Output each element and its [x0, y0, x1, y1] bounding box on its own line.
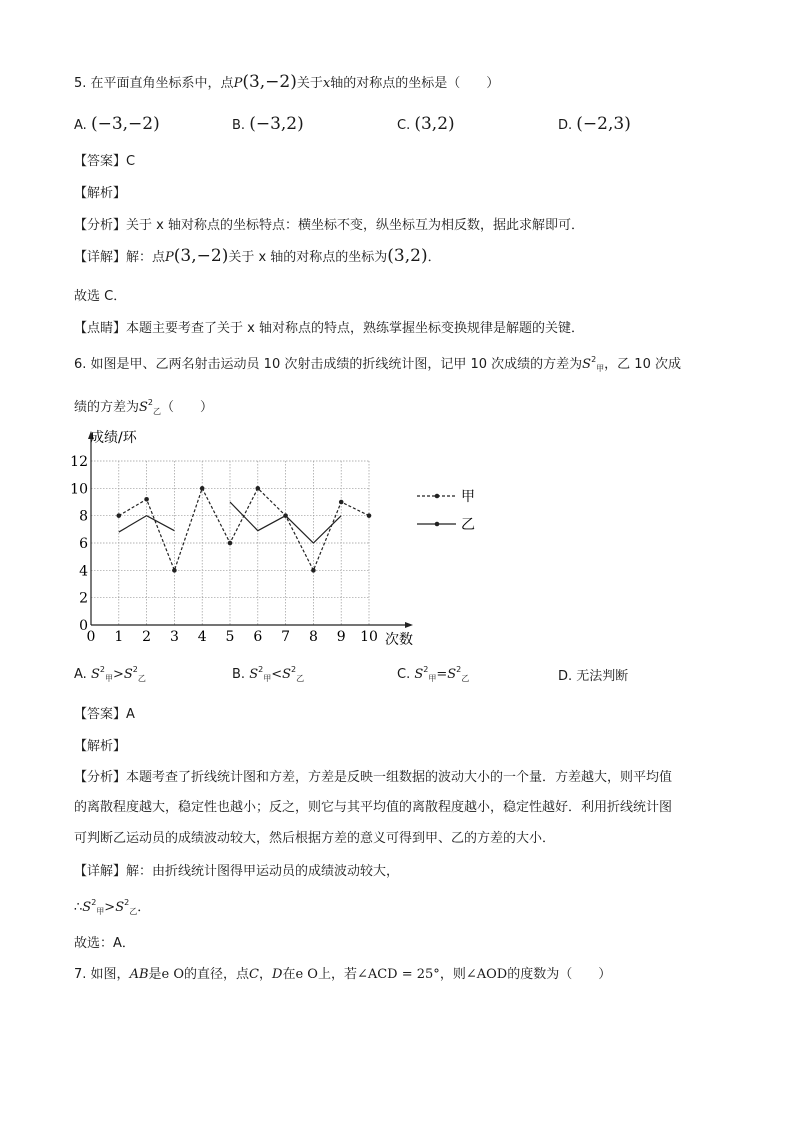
legend-marker-jia — [435, 494, 440, 499]
x-tick-label: 9 — [336, 629, 346, 645]
y-tick-label: 2 — [79, 590, 88, 607]
q6-stem-line1: 6. 如图是甲、乙两名射击运动员 10 次射击成绩的折线统计图，记甲 10 次成绩的方差为$S^2_甲$，乙 10 次成 — [74, 355, 681, 373]
q6-option-c: C. $S^2_甲=S^2_乙$ — [397, 665, 470, 683]
chart-series — [117, 486, 372, 573]
q5-analysis-tag: 【解析】 — [74, 186, 127, 201]
q5-xiangjie: 【详解】解：点P(3,−2)关于 x 轴的对称点的坐标为(3,2)． — [74, 246, 441, 266]
chart-xlabel: 次数 — [385, 632, 413, 648]
q6-option-a: A. $S^2_甲>S^2_乙$ — [74, 665, 146, 683]
q6-fenxi-line1: 【分析】本题考查了折线统计图和方差，方差是反映一组数据的波动大小的一个量．方差越大，则平均值 — [74, 770, 673, 785]
data-point-jia — [200, 486, 205, 491]
data-point-jia — [228, 541, 233, 546]
data-point-jia — [117, 513, 122, 518]
x-tick-label: 10 — [360, 629, 378, 645]
q5-stem: 5. 在平面直角坐标系中，点P(3,−2)关于x轴的对称点的坐标是（ ） — [74, 72, 500, 92]
x-tick-label: 3 — [169, 629, 179, 645]
x-tick-label: 1 — [114, 629, 124, 645]
q5-dianjing: 【点睛】本题主要考查了关于 x 轴对称点的特点，熟练掌握坐标变换规律是解题的关键． — [74, 321, 584, 336]
q5-option-d: D. (−2,3) — [558, 114, 631, 134]
series-line-jia — [119, 488, 369, 570]
x-tick-label: 6 — [253, 629, 263, 645]
q6-therefore: $\therefore S^2_甲>S^2_乙$． — [74, 898, 151, 916]
x-tick-label: 7 — [281, 629, 291, 645]
y-tick-label: 10 — [70, 481, 88, 498]
x-tick-label: 5 — [225, 629, 235, 645]
x-axis-arrow — [405, 622, 413, 628]
q6-stem-line2: 绩的方差为$S^2_乙$（ ） — [74, 398, 214, 416]
chart-ticks — [70, 454, 378, 645]
q6-option-d: D. 无法判断 — [558, 669, 629, 684]
y-tick-label: 4 — [79, 563, 88, 580]
y-tick-label: 12 — [70, 454, 88, 470]
q5-fenxi: 【分析】关于 x 轴对称点的坐标特点：横坐标不变，纵坐标互为相反数，据此求解即可． — [74, 218, 584, 233]
q5-conclusion: 故选 C． — [74, 289, 127, 304]
y-tick-label: 8 — [79, 508, 88, 525]
q5-option-b: B. (−3,2) — [232, 114, 304, 134]
x-tick-label: 2 — [142, 629, 152, 645]
data-point-jia — [339, 500, 344, 505]
x-tick-label: 8 — [308, 629, 318, 645]
data-point-jia — [256, 486, 261, 491]
q6-conclusion: 故选：A． — [74, 936, 135, 951]
legend-marker-yi — [435, 522, 440, 527]
legend-label-jia: 甲 — [461, 489, 475, 505]
data-point-jia — [144, 497, 149, 502]
legend-label-yi: 乙 — [461, 517, 475, 533]
q6-analysis-tag: 【解析】 — [74, 739, 127, 754]
chart-axes — [88, 431, 413, 628]
data-point-jia — [367, 513, 372, 518]
chart-ylabel: 成绩/环 — [90, 430, 137, 446]
line-chart — [70, 424, 494, 654]
q5-answer: 【答案】C — [74, 154, 136, 169]
x-tick-label: 4 — [197, 629, 207, 645]
q6-xiangjie: 【详解】解：由折线统计图得甲运动员的成绩波动较大， — [74, 864, 400, 879]
q6-fenxi-line2: 的离散程度越大，稳定性也越小；反之，则它与其平均值的离散程度越小，稳定性越好．利用折线统计图 — [74, 800, 673, 815]
x-tick-label: 0 — [86, 629, 96, 645]
data-point-jia — [311, 568, 316, 573]
q5-option-c: C. (3,2) — [397, 114, 455, 134]
y-tick-label: 6 — [79, 536, 88, 552]
q6-option-b: B. $S^2_甲<S^2_乙$ — [232, 665, 305, 683]
q7-stem: 7. 如图，AB是e O的直径，点C，D在e O上，若∠ACD = 25°，则∠AOD的度数为（ ） — [74, 967, 612, 982]
y-tick-label: 0 — [79, 618, 88, 634]
q5-option-a: A. (−3,−2) — [74, 114, 160, 134]
data-point-jia — [172, 568, 177, 573]
q6-fenxi-line3: 可判断乙运动员的成绩波动较大，然后根据方差的意义可得到甲、乙的方差的大小． — [74, 831, 556, 846]
q6-answer: 【答案】A — [74, 707, 135, 722]
chart-legend — [417, 489, 475, 533]
